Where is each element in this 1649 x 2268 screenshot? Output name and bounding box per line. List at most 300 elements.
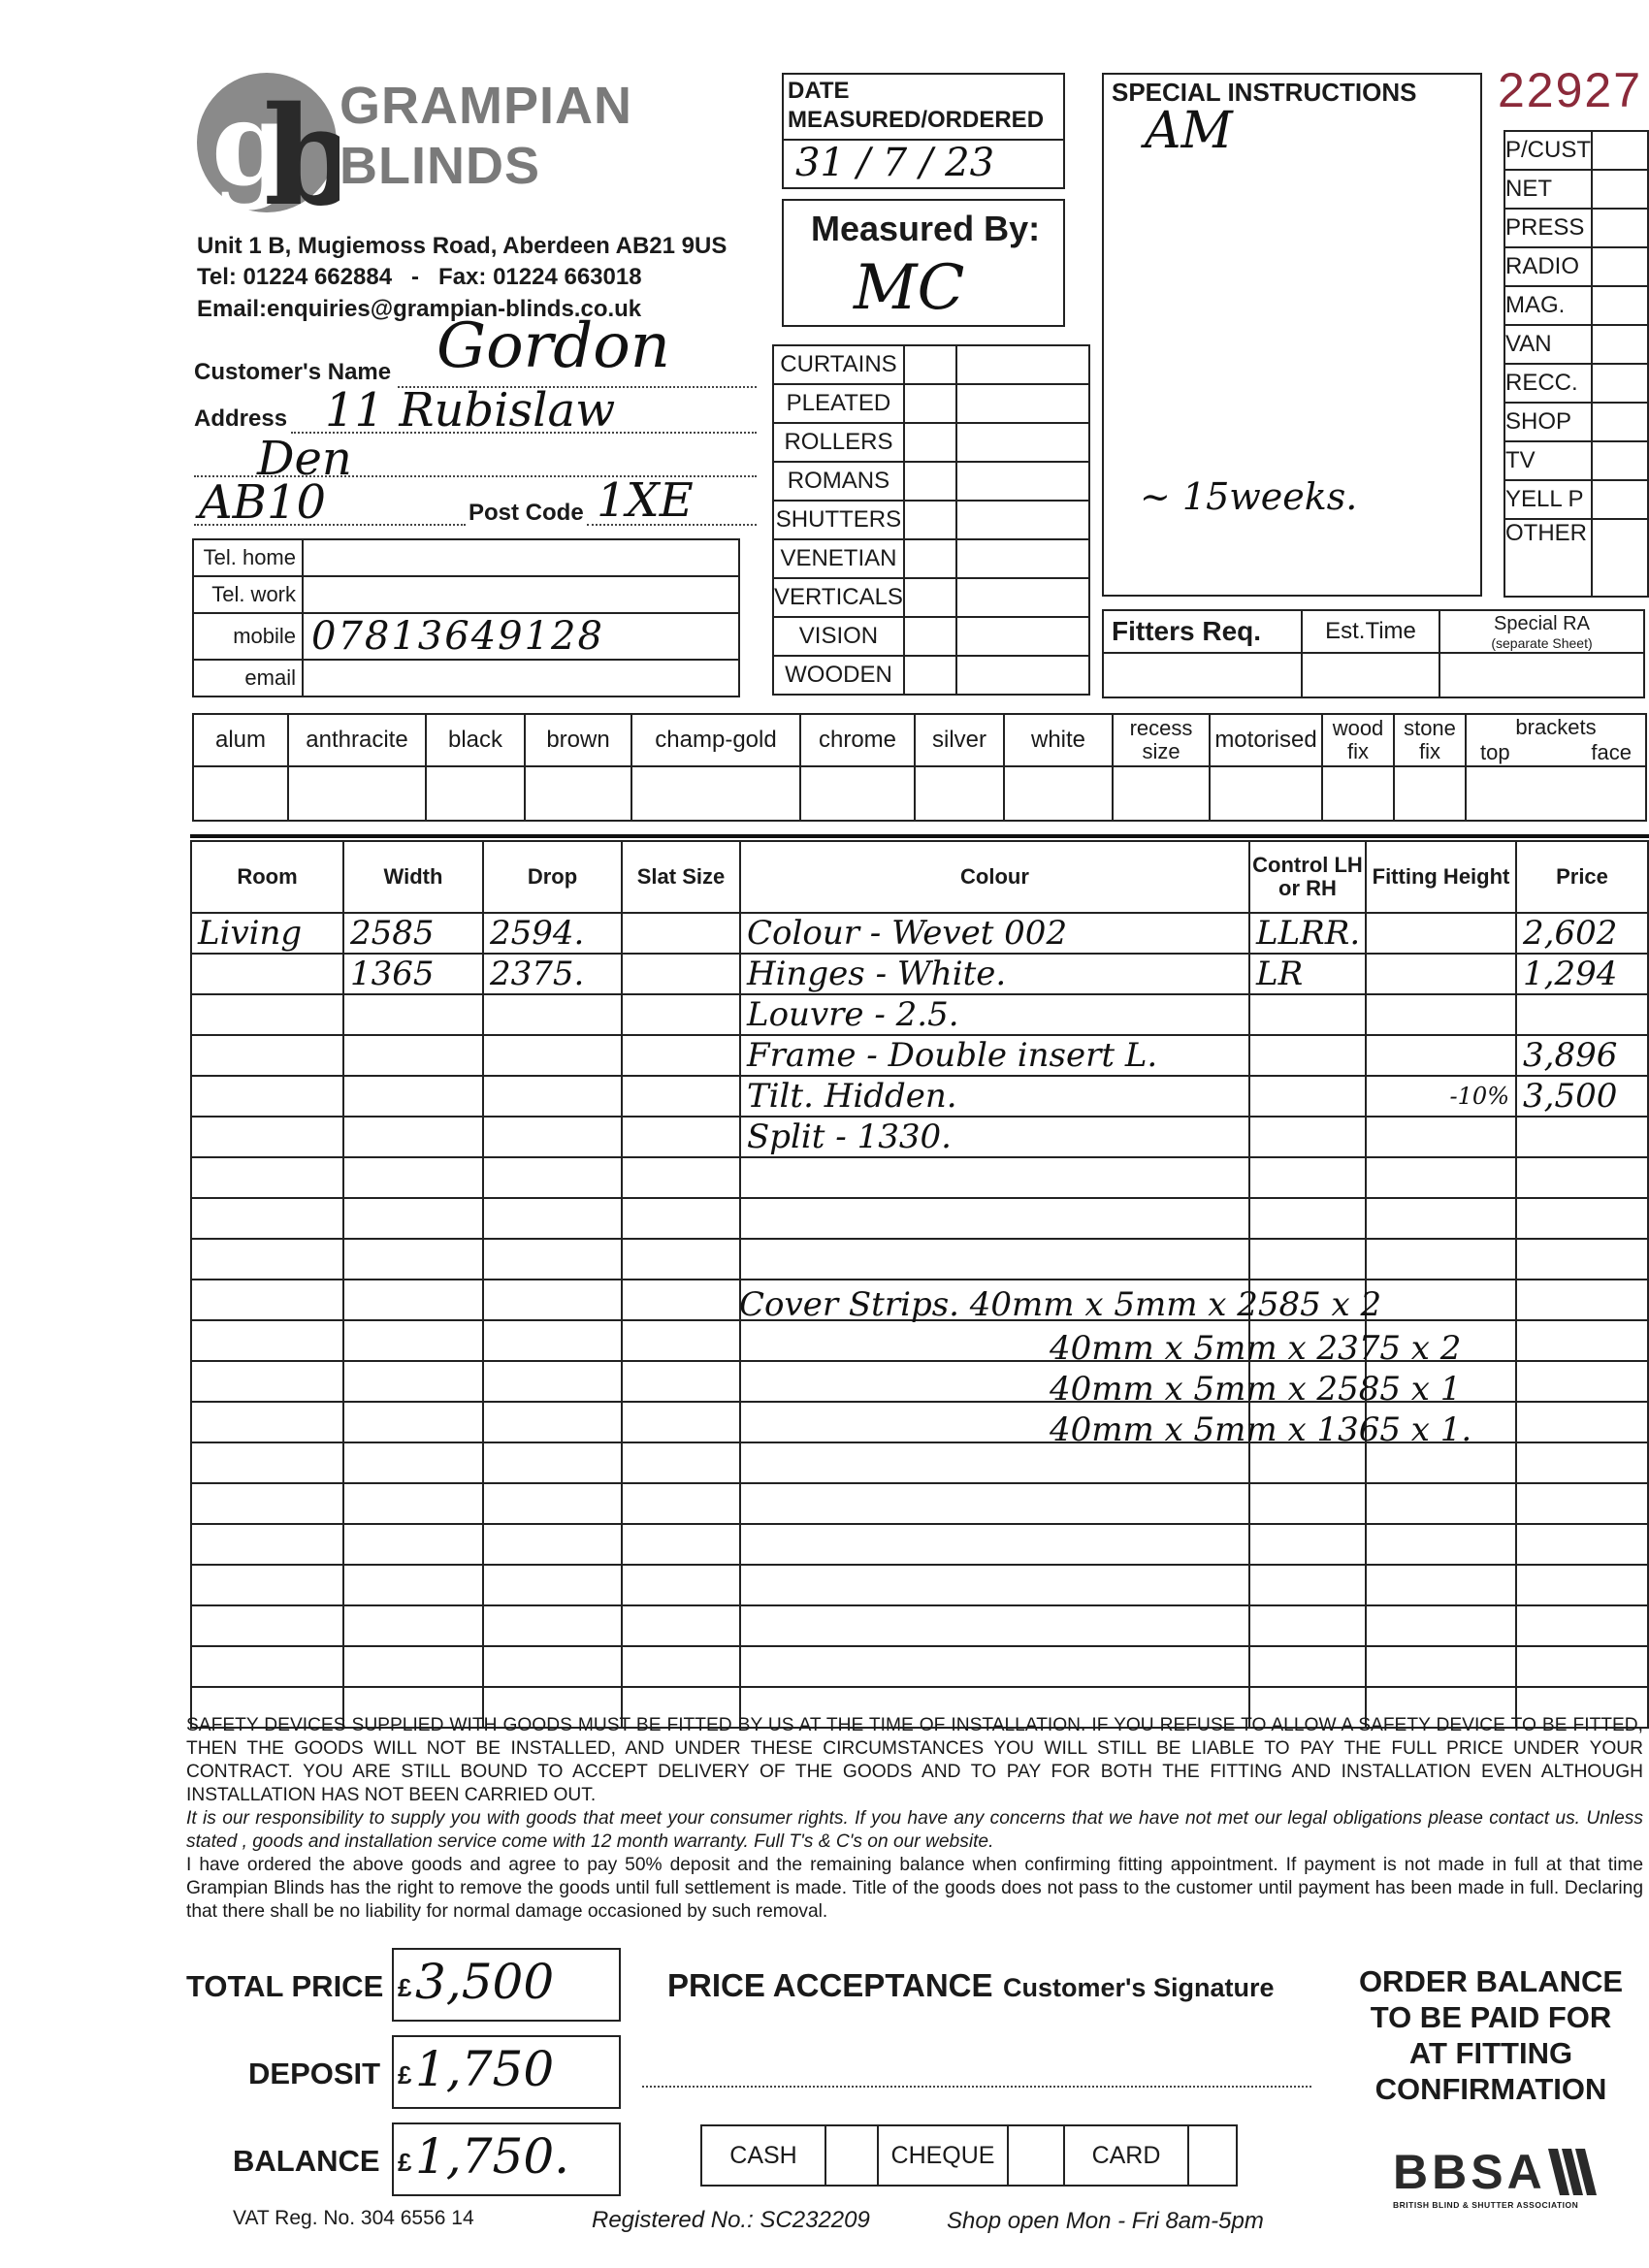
cell-price[interactable]: 1,294 [1516,954,1648,994]
finish-cell[interactable] [426,766,525,821]
company-email: Email:enquiries@grampian-blinds.co.uk [197,296,642,322]
cell-control[interactable]: LR [1249,954,1366,994]
est-time-label: Est.Time [1302,610,1439,653]
cell-width[interactable] [343,1402,483,1442]
cell-fitting[interactable] [1366,1198,1516,1239]
cell-price[interactable]: 3,896 [1516,1035,1648,1076]
source-option: VAN [1504,325,1592,364]
table-row [191,913,1648,954]
order-balance-line2: TO BE PAID FOR [1370,2000,1612,2034]
special-ra-value[interactable] [1439,653,1644,697]
special-instructions-note1: AM [1145,102,1233,160]
cell-room[interactable] [191,1320,343,1361]
est-time-value[interactable] [1302,653,1439,697]
cell-price[interactable] [1516,1198,1648,1239]
product-type: VERTICALS [773,578,904,617]
cell-room[interactable] [191,1442,343,1483]
company-tel-fax: Tel: 01224 662884 - Fax: 01224 663018 [197,264,642,290]
product-checkbox[interactable] [904,384,956,423]
cell-room[interactable] [191,1483,343,1524]
source-checkbox[interactable] [1592,364,1648,403]
table-row [191,1646,1648,1687]
cell-width[interactable] [343,1157,483,1198]
finish-header: anthracite [288,714,426,766]
cell-width[interactable] [343,1117,483,1157]
phone-value[interactable] [303,576,739,613]
cell-control[interactable] [1249,1565,1366,1605]
cell-fitting[interactable] [1366,1605,1516,1646]
cell-slat[interactable] [622,1117,740,1157]
col-room: Room [191,841,343,913]
cell-colour[interactable]: Louvre - 2.5. [740,994,1249,1035]
col-width: Width [343,841,483,913]
cell-drop[interactable] [483,1076,622,1117]
product-qty[interactable] [956,501,1089,539]
table-row [191,1076,1648,1117]
measured-by-label: Measured By: [811,209,1041,248]
brackets-top-label: top [1480,740,1510,764]
order-number: 22927 [1498,63,1643,117]
cell-control[interactable] [1249,994,1366,1035]
bbsa-subtitle: BRITISH BLIND & SHUTTER ASSOCIATION [1393,2200,1579,2210]
phone-label: mobile [193,613,303,660]
source-checkbox[interactable] [1592,170,1648,209]
cell-slat[interactable] [622,913,740,954]
shop-hours: Shop open Mon - Fri 8am-5pm [947,2208,1264,2234]
product-checkbox[interactable] [904,578,956,617]
source-option: RECC. [1504,364,1592,403]
cover-strips-line4: 40mm x 5mm x 1365 x 1. [1050,1410,1472,1449]
cell-price[interactable] [1516,1239,1648,1280]
total-price-value: 3,500 [415,1954,555,2010]
special-ra-cell [1439,610,1644,653]
total-price-currency: £ [398,1973,412,2002]
product-type: SHUTTERS [773,501,904,539]
cell-width[interactable] [343,1280,483,1320]
cell-slat[interactable] [622,1646,740,1687]
cell-drop[interactable] [483,1198,622,1239]
finish-cell[interactable] [1004,766,1113,821]
cell-colour[interactable] [740,1157,1249,1198]
payment-cash: CASH [701,2125,825,2186]
cell-control[interactable] [1249,1117,1366,1157]
finish-header: black [426,714,525,766]
source-checkbox[interactable] [1592,286,1648,325]
cell-slat[interactable] [622,1605,740,1646]
cell-slat[interactable] [622,1239,740,1280]
cell-control[interactable] [1249,1035,1366,1076]
product-qty[interactable] [956,423,1089,462]
source-option: MAG. [1504,286,1592,325]
source-option: RADIO [1504,247,1592,286]
finish-header: silver [915,714,1004,766]
cell-control[interactable]: LLRR. [1249,913,1366,954]
total-price-label: TOTAL PRICE [186,1969,384,2003]
source-option: YELL P [1504,480,1592,519]
cell-width[interactable] [343,1361,483,1402]
cell-slat[interactable] [622,994,740,1035]
cell-width[interactable] [343,1320,483,1361]
cell-room[interactable] [191,1198,343,1239]
source-checkbox[interactable] [1592,131,1648,170]
cell-drop[interactable] [483,1646,622,1687]
cell-slat[interactable] [622,1442,740,1483]
phone-label: email [193,660,303,697]
cell-fitting[interactable] [1366,1483,1516,1524]
cell-room[interactable]: Living [191,913,343,954]
cell-drop[interactable] [483,1402,622,1442]
cell-fitting[interactable] [1366,954,1516,994]
cell-drop[interactable]: 2375. [483,954,622,994]
table-row [191,954,1648,994]
finish-cell[interactable] [1466,766,1646,821]
date-label-line1: DATE [788,78,850,104]
cell-price[interactable] [1516,1646,1648,1687]
cell-fitting[interactable] [1366,1035,1516,1076]
product-checkbox[interactable] [904,423,956,462]
address-line1-value[interactable]: 11 Rubislaw [325,383,616,437]
table-row [191,1239,1648,1280]
product-qty[interactable] [956,384,1089,423]
payment-methods [700,2124,1238,2187]
cell-drop[interactable] [483,994,622,1035]
cell-slat[interactable] [622,1402,740,1442]
postcode-value[interactable]: 1XE [597,473,694,528]
cell-control[interactable] [1249,1646,1366,1687]
cell-room[interactable] [191,954,343,994]
cell-colour[interactable] [740,1198,1249,1239]
phone-value[interactable] [303,539,739,576]
table-row [191,1605,1648,1646]
cell-colour[interactable]: Tilt. Hidden. [740,1076,1249,1117]
cell-colour[interactable]: Colour - Wevet 002 [740,913,1249,954]
finish-header: brown [525,714,631,766]
cell-fitting[interactable] [1366,1524,1516,1565]
cell-fitting[interactable] [1366,1280,1516,1320]
cell-price[interactable] [1516,1320,1648,1361]
table-row [191,1157,1648,1198]
cell-room[interactable] [191,1239,343,1280]
cell-width[interactable] [343,1239,483,1280]
bbsa-logo [1393,2144,1626,2210]
cell-width[interactable] [343,994,483,1035]
cell-fitting[interactable] [1366,1239,1516,1280]
deposit-value: 1,750 [415,2041,555,2097]
cell-slat[interactable] [622,1035,740,1076]
cell-control[interactable] [1249,1524,1366,1565]
cell-room[interactable] [191,1035,343,1076]
cell-drop[interactable] [483,1320,622,1361]
cell-room[interactable] [191,1076,343,1117]
cell-drop[interactable] [483,1565,622,1605]
finish-cell[interactable] [525,766,631,821]
product-type: PLEATED [773,384,904,423]
cell-drop[interactable] [483,1442,622,1483]
brackets-header [1466,714,1646,766]
date-value: 31 / 7 / 23 [795,141,995,185]
customer-name-label: Customer's Name [194,359,392,385]
finish-cell[interactable] [1210,766,1322,821]
cell-slat[interactable] [622,1361,740,1402]
finish-cell[interactable] [193,766,288,821]
special-instructions-note2: ~ 15weeks. [1140,475,1358,518]
cell-fitting[interactable] [1366,994,1516,1035]
cell-fitting[interactable] [1366,1157,1516,1198]
cell-colour[interactable]: Frame - Double insert L. [740,1035,1249,1076]
registered-no: Registered No.: SC232209 [592,2207,870,2233]
price-acceptance-label: PRICE ACCEPTANCE [667,1967,993,2003]
source-checkbox[interactable] [1592,403,1648,441]
col-fitting-height: Fitting Height [1366,841,1516,913]
company-name-line2: BLINDS [340,137,540,195]
cell-control[interactable] [1249,1198,1366,1239]
source-checkbox[interactable] [1592,480,1648,519]
cell-slat[interactable] [622,1280,740,1320]
cell-slat[interactable] [622,954,740,994]
col-price: Price [1516,841,1648,913]
col-drop: Drop [483,841,622,913]
cell-price[interactable]: 3,500 [1516,1076,1648,1117]
signature-line[interactable] [642,2086,1311,2088]
cell-control[interactable] [1249,1076,1366,1117]
cell-slat[interactable] [622,1076,740,1117]
source-checkbox[interactable] [1592,209,1648,247]
brackets-label: brackets [1515,715,1597,739]
phone-value[interactable] [303,660,739,697]
payment-cheque-checkbox[interactable] [1008,2125,1064,2186]
phone-table [192,538,740,697]
source-checkbox[interactable] [1592,325,1648,364]
product-checkbox[interactable] [904,539,956,578]
product-type: WOODEN [773,656,904,695]
logo-emblem [194,70,340,215]
cover-strips-line3: 40mm x 5mm x 2585 x 1 [1050,1370,1462,1409]
phone-label: Tel. work [193,576,303,613]
cell-price[interactable] [1516,1442,1648,1483]
cell-colour[interactable] [740,1239,1249,1280]
cell-control[interactable] [1249,1483,1366,1524]
source-option: OTHER [1504,519,1592,597]
cell-width[interactable]: 2585 [343,913,483,954]
finish-cell[interactable] [288,766,426,821]
cell-width[interactable] [343,1035,483,1076]
cover-strips-line1: Cover Strips. 40mm x 5mm x 2585 x 2 [739,1285,1382,1324]
cell-colour[interactable] [740,1646,1249,1687]
cell-drop[interactable] [483,1117,622,1157]
cell-price[interactable]: 2,602 [1516,913,1648,954]
source-checkbox[interactable] [1592,247,1648,286]
cell-price[interactable] [1516,1280,1648,1320]
cell-colour[interactable]: Hinges - White. [740,954,1249,994]
finish-header: motorised [1210,714,1322,766]
bbsa-text: BBSA [1393,2145,1546,2199]
cell-width[interactable] [343,1524,483,1565]
vat-reg: VAT Reg. No. 304 6556 14 [233,2207,474,2229]
product-type: VISION [773,617,904,656]
cell-room[interactable] [191,1157,343,1198]
cell-room[interactable] [191,1605,343,1646]
address-label: Address [194,405,288,432]
finish-header: recess size [1113,714,1210,766]
product-checkbox[interactable] [904,462,956,501]
fitters-table [1102,609,1645,698]
cell-width[interactable] [343,1646,483,1687]
cell-width[interactable] [343,1565,483,1605]
cell-slat[interactable] [622,1157,740,1198]
brackets-face-label: face [1591,740,1632,764]
cell-width[interactable] [343,1442,483,1483]
cell-price[interactable] [1516,1117,1648,1157]
product-qty[interactable] [956,539,1089,578]
cell-price[interactable] [1516,1565,1648,1605]
terms-block [186,1714,1643,1924]
payment-card-checkbox[interactable] [1188,2125,1237,2186]
address-line2-value[interactable]: Den [257,432,352,486]
cell-colour[interactable] [740,1605,1249,1646]
cell-price[interactable] [1516,1402,1648,1442]
cell-fitting[interactable] [1366,1565,1516,1605]
finish-cell[interactable] [1394,766,1466,821]
cell-room[interactable] [191,1117,343,1157]
cell-room[interactable] [191,1361,343,1402]
company-address: Unit 1 B, Mugiemoss Road, Aberdeen AB21 9US [197,233,728,259]
order-balance-note [1341,1963,1641,2107]
order-table [190,840,1649,1729]
terms-safety: SAFETY DEVICES SUPPLIED WITH GOODS MUST BE FITTED BY US AT THE TIME OF INSTALLATION. IF YOU REFUSE TO ALLOW A SAFETY DEVICE TO BE FITTED, THEN THE GOODS WILL NOT BE INSTALLED, AND UNDER THESE CIRCUMSTANCES YOU WILL STILL BE LIABLE TO PAY THE FULL PRICE UNDER YOUR CONTRACT. YOU ARE STILL BOUND TO ACCEPT DELIVERY OF THE GOODS AND TO PAY FOR BOTH THE FITTING AND INSTALLATION EVEN ALTHOUGH INSTALLATION HAS NOT BEEN CARRIED OUT. [186,1715,1643,1805]
cell-colour[interactable] [740,1565,1249,1605]
cover-strips-line2: 40mm x 5mm x 2375 x 2 [1050,1329,1462,1368]
finish-header: stone fix [1394,714,1466,766]
cell-room[interactable] [191,994,343,1035]
cell-drop[interactable]: 2594. [483,913,622,954]
company-logo [194,70,340,215]
cell-slat[interactable] [622,1320,740,1361]
product-qty[interactable] [956,617,1089,656]
product-checkbox[interactable] [904,656,956,695]
payment-cash-checkbox[interactable] [825,2125,878,2186]
deposit-currency: £ [398,2060,412,2090]
cell-drop[interactable] [483,1605,622,1646]
cell-room[interactable] [191,1565,343,1605]
phone-value[interactable]: 07813649128 [303,613,739,660]
cell-drop[interactable] [483,1035,622,1076]
cell-control[interactable] [1249,1239,1366,1280]
cell-colour[interactable] [740,1483,1249,1524]
cell-drop[interactable] [483,1280,622,1320]
product-checkbox[interactable] [904,617,956,656]
source-checkbox[interactable] [1592,441,1648,480]
source-checkbox[interactable] [1592,519,1648,597]
svg-text:g: g [211,76,293,212]
table-row [191,1035,1648,1076]
cell-slat[interactable] [622,1198,740,1239]
cell-drop[interactable] [483,1524,622,1565]
cell-colour[interactable]: Split - 1330. [740,1117,1249,1157]
source-option: TV [1504,441,1592,480]
table-row [191,1565,1648,1605]
cell-fitting[interactable] [1366,1117,1516,1157]
payment-cheque: CHEQUE [878,2125,1008,2186]
postcode-label: Post Code [469,500,584,526]
phone-label: Tel. home [193,539,303,576]
terms-payment: I have ordered the above goods and agree to pay 50% deposit and the remaining balance when confirming fitting appointment. If payment is not made in full at that time Grampian Blinds has the right to remove the goods until full settlement is made. Title of the goods does not pass to the customer until payment has been made in full. Declaring that there shall be no liability for normal damage occasioned by such removal. [186,1855,1643,1922]
cell-fitting[interactable]: -10% [1366,1076,1516,1117]
cell-drop[interactable] [483,1483,622,1524]
cell-room[interactable] [191,1646,343,1687]
cell-fitting[interactable] [1366,1646,1516,1687]
cell-drop[interactable] [483,1157,622,1198]
source-option: NET [1504,170,1592,209]
finish-cell[interactable] [1322,766,1394,821]
cell-price[interactable] [1516,1157,1648,1198]
table-row [191,1117,1648,1157]
cell-price[interactable] [1516,994,1648,1035]
table-row [191,1483,1648,1524]
cell-fitting[interactable] [1366,913,1516,954]
cell-control[interactable] [1249,1605,1366,1646]
finish-cell[interactable] [800,766,915,821]
product-type: VENETIAN [773,539,904,578]
cell-width[interactable] [343,1198,483,1239]
cell-price[interactable] [1516,1483,1648,1524]
product-checkbox[interactable] [904,345,956,384]
cell-room[interactable] [191,1524,343,1565]
company-name-line1: GRAMPIAN [340,77,632,135]
product-type: ROMANS [773,462,904,501]
address-line3-value[interactable]: AB10 [199,475,327,530]
cell-price[interactable] [1516,1524,1648,1565]
cell-slat[interactable] [622,1483,740,1524]
measured-by-value: MC [854,252,965,324]
col-control: Control LH or RH [1249,841,1366,913]
product-qty[interactable] [956,656,1089,695]
customer-name-value[interactable]: Gordon [436,310,670,382]
cell-price[interactable] [1516,1605,1648,1646]
cell-width[interactable]: 1365 [343,954,483,994]
cell-width[interactable] [343,1076,483,1117]
cell-control[interactable] [1249,1157,1366,1198]
product-type: ROLLERS [773,423,904,462]
cell-drop[interactable] [483,1239,622,1280]
finish-cell[interactable] [1113,766,1210,821]
deposit-label: DEPOSIT [248,2057,381,2090]
cell-room[interactable] [191,1402,343,1442]
fitters-value[interactable] [1103,653,1302,697]
product-qty[interactable] [956,578,1089,617]
source-options-table [1504,130,1649,598]
cell-slat[interactable] [622,1565,740,1605]
cell-room[interactable] [191,1280,343,1320]
order-balance-line3: AT FITTING [1408,2036,1573,2070]
finish-cell[interactable] [915,766,1004,821]
finish-cell[interactable] [631,766,800,821]
cell-slat[interactable] [622,1524,740,1565]
finish-header: champ-gold [631,714,800,766]
cell-width[interactable] [343,1483,483,1524]
product-qty[interactable] [956,462,1089,501]
finish-header: chrome [800,714,915,766]
product-checkbox[interactable] [904,501,956,539]
product-qty[interactable] [956,345,1089,384]
cell-width[interactable] [343,1605,483,1646]
balance-label: BALANCE [233,2144,380,2178]
order-table-top-rule [190,834,1649,838]
payment-card: CARD [1064,2125,1188,2186]
cell-colour[interactable] [740,1524,1249,1565]
order-balance-line1: ORDER BALANCE [1358,1964,1624,1998]
cell-drop[interactable] [483,1361,622,1402]
cell-price[interactable] [1516,1361,1648,1402]
